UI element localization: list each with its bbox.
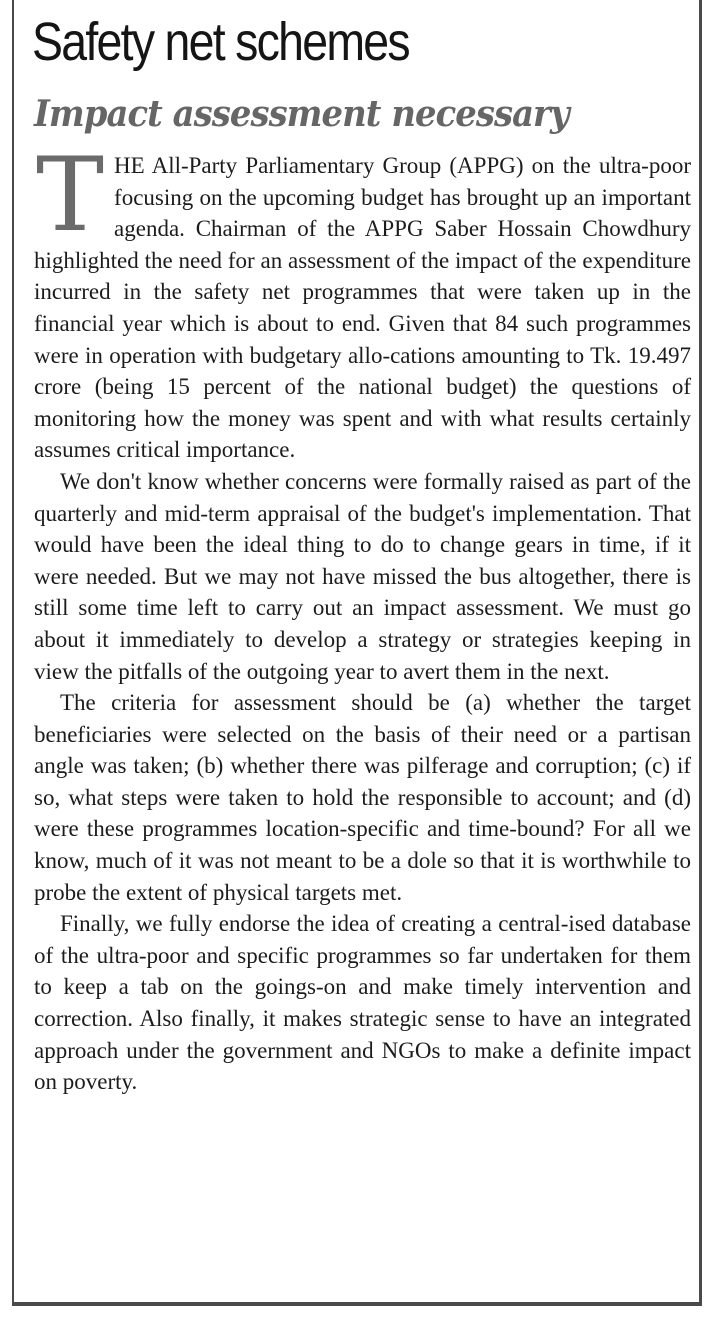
article-body bbox=[34, 136, 691, 1098]
paragraph-2: We don't know whether concerns were formally raised as part of the quarterly and mid-term appraisal of the budget's implementation. That would have been the ideal thing to do to change gears in time, if it were needed. But we may not have missed the bus altogether, there is still some time left to carry out an impact assessment. We must go about it immediately to develop a strategy or strategies keeping in view the pitfalls of the outgoing year to avert them in the next. bbox=[34, 468, 691, 684]
newspaper-clipping bbox=[12, 0, 702, 1306]
paragraph-4: Finally, we fully endorse the idea of creating a central-ised database of the ultra-poor and specific programmes so far undertaken for them to keep a tab on the goings-on and make timely intervention and correction. Also finally, it makes strategic sense to have an integrated approach under the government and NGOs to make a definite impact on poverty. bbox=[34, 911, 691, 1095]
subheadline: Impact assessment necessary bbox=[34, 93, 569, 135]
headline: Safety net schemes bbox=[32, 12, 409, 72]
paragraph-3: The criteria for assessment should be (a) whether the target beneficiaries were selected on the basis of their need or a partisan angle was taken; (b) whether there was pilferage and corruption; (c) if so, what steps were taken to hold the responsible to account; and (d) were these programmes location-specific and time-bound? For all we know, much of it was not meant to be a dole so that it is worthwhile to probe the extent of physical targets met. bbox=[34, 690, 691, 905]
paragraph-1 bbox=[34, 136, 691, 466]
drop-cap: T bbox=[36, 136, 105, 255]
paragraph-1-text: HE All-Party Parliamentary Group (APPG) on the ultra-poor focusing on the upcoming budget has brought up an important agenda. Chairman of the APPG Saber Hossain Chowdhury highlighted the need for an assessment of the impact of the expenditure incurred in the safety net programmes that were taken up in the financial year which is about to end. Given that 84 such programmes were in operation with budgetary allo-cations amounting to Tk. 19.497 crore (being 15 percent of the national budget) the questions of monitoring how the money was spent and with what results certainly assumes critical importance. bbox=[34, 153, 691, 463]
